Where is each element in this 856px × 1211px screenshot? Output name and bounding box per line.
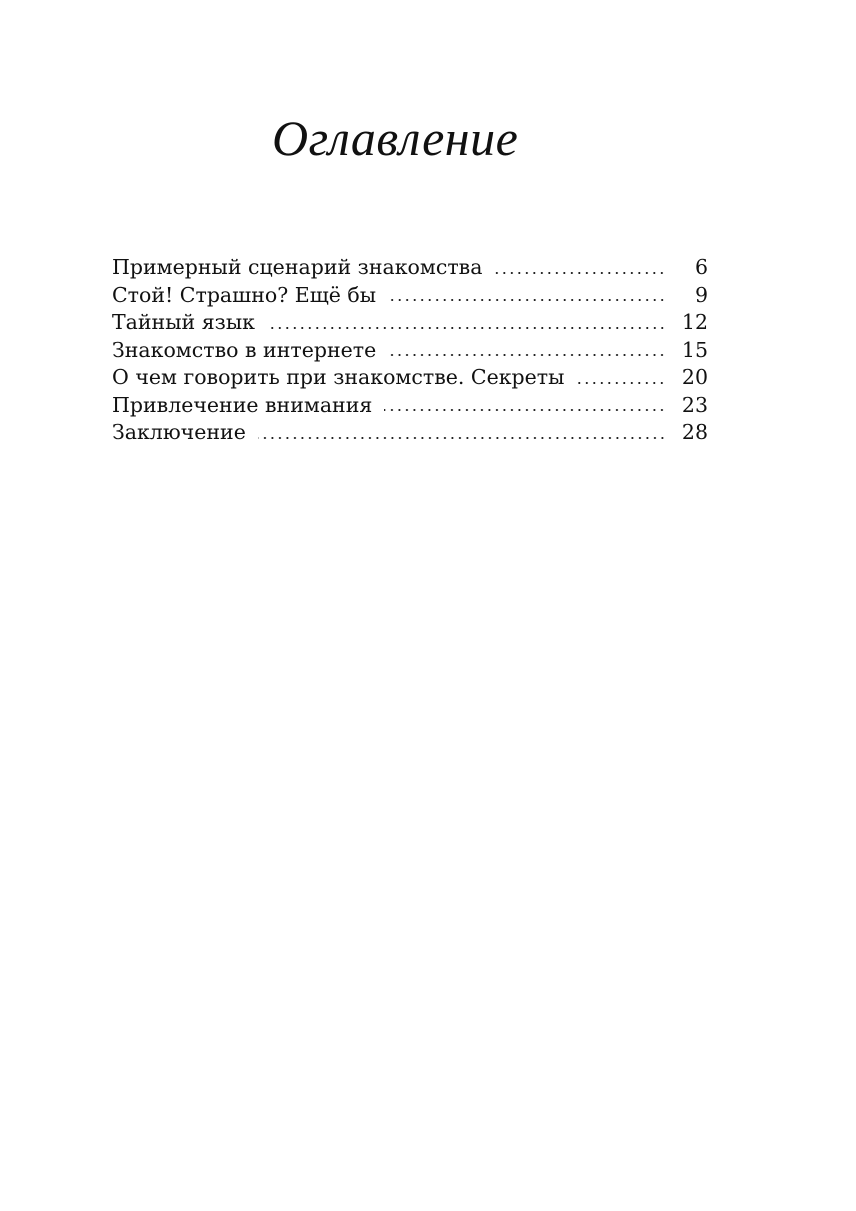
toc-entry-title: Знакомство в интернете <box>112 337 377 362</box>
toc-entry-page: 12 <box>681 310 708 334</box>
toc-entry-page: 9 <box>694 282 708 307</box>
dot-leader <box>494 270 666 276</box>
dot-leader <box>258 435 666 441</box>
toc-entry-page: 28 <box>681 420 708 444</box>
toc-entry-page: 23 <box>681 392 708 417</box>
toc-entry-title: Заключение <box>112 420 246 444</box>
toc-entry-page: 20 <box>681 365 708 389</box>
dot-leader <box>388 297 666 303</box>
toc-entry-page: 6 <box>694 255 708 279</box>
dot-leader <box>576 380 666 386</box>
toc-entry <box>112 282 708 310</box>
table-of-contents <box>112 254 708 447</box>
toc-entry-title: Стой! Страшно? Ещё бы <box>112 282 377 307</box>
toc-entry-title: О чем говорить при знакомстве. Секреты <box>112 365 565 389</box>
toc-entry-title: Привлечение внимания <box>112 392 373 417</box>
dot-leader <box>388 352 666 358</box>
toc-entry <box>112 392 708 420</box>
toc-entry <box>112 364 708 392</box>
toc-entry <box>112 254 708 282</box>
toc-entry-title: Тайный язык <box>112 310 255 334</box>
page-title: Оглавление <box>272 110 519 166</box>
toc-entry-page: 15 <box>681 337 708 362</box>
toc-entry-title: Примерный сценарий знакомства <box>112 255 483 279</box>
dot-leader <box>384 407 666 413</box>
toc-entry <box>112 337 708 365</box>
dot-leader <box>267 325 666 331</box>
toc-entry <box>112 419 708 447</box>
toc-entry <box>112 309 708 337</box>
